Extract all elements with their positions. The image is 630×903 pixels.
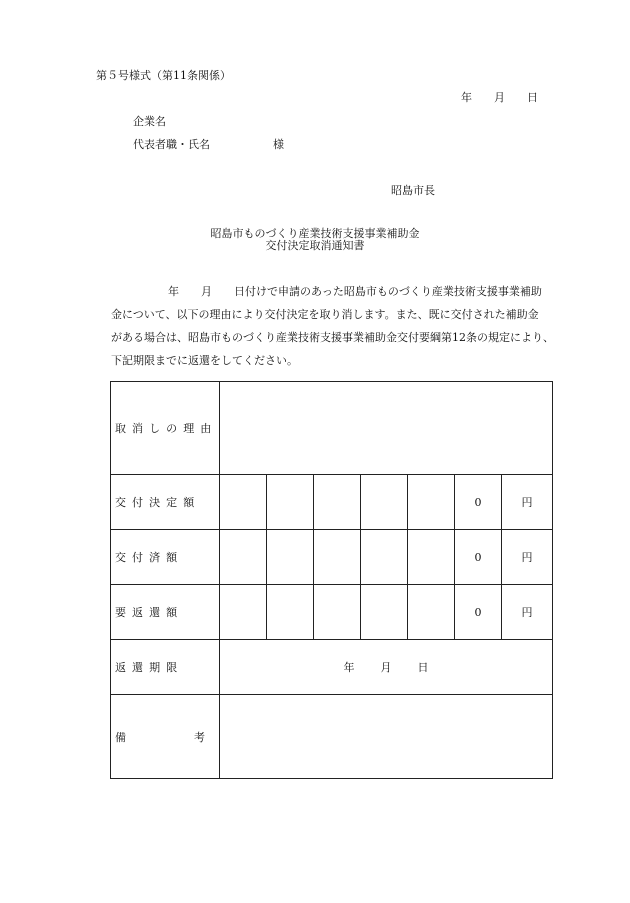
document-title: 昭島市ものづくり産業技術支援事業補助金 bbox=[210, 227, 420, 240]
amount-value: 0 bbox=[455, 585, 502, 640]
digit-cell[interactable] bbox=[408, 585, 455, 640]
due-date-label: 返還期限 bbox=[111, 640, 220, 695]
reason-field[interactable] bbox=[220, 382, 553, 475]
digit-cell[interactable] bbox=[314, 475, 361, 530]
digit-cell[interactable] bbox=[361, 530, 408, 585]
due-year: 年 bbox=[343, 661, 355, 674]
due-date-field[interactable] bbox=[220, 640, 553, 695]
honorific: 様 bbox=[273, 138, 284, 151]
date-day: 日 bbox=[527, 91, 538, 104]
digit-cell[interactable] bbox=[220, 530, 267, 585]
digit-cell[interactable] bbox=[408, 475, 455, 530]
digit-cell[interactable] bbox=[314, 585, 361, 640]
refund-amount-label: 要返還額 bbox=[111, 585, 220, 640]
digit-cell[interactable] bbox=[267, 585, 314, 640]
digit-cell[interactable] bbox=[267, 475, 314, 530]
amount-value: 0 bbox=[455, 475, 502, 530]
body-line-1: 年 月 日付けで申請のあった昭島市ものづくり産業技術支援事業補助 bbox=[168, 285, 542, 298]
reason-row bbox=[111, 382, 553, 475]
due-date-row bbox=[111, 640, 553, 695]
form-number: 第５号様式（第11条関係） bbox=[96, 69, 231, 82]
refund-amount-row bbox=[111, 585, 553, 640]
body-line-2: 金について、以下の理由により交付決定を取り消します。また、既に交付された補助金 bbox=[111, 308, 539, 321]
digit-cell[interactable] bbox=[408, 530, 455, 585]
date-month: 月 bbox=[494, 91, 505, 104]
remarks-row bbox=[111, 695, 553, 779]
body-line-3: がある場合は、昭島市ものづくり産業技術支援事業補助金交付要綱第12条の規定により、 bbox=[111, 331, 554, 344]
company-label: 企業名 bbox=[133, 115, 166, 128]
yen-unit: 円 bbox=[502, 475, 553, 530]
issue-date bbox=[461, 89, 538, 105]
body-paragraph bbox=[111, 280, 591, 372]
date-year: 年 bbox=[461, 91, 472, 104]
digit-cell[interactable] bbox=[220, 475, 267, 530]
document-subtitle: 交付決定取消通知書 bbox=[265, 239, 365, 252]
digit-cell[interactable] bbox=[314, 530, 361, 585]
digit-cell[interactable] bbox=[220, 585, 267, 640]
yen-unit: 円 bbox=[502, 530, 553, 585]
grant-decision-row bbox=[111, 475, 553, 530]
reason-label: 取消しの理由 bbox=[111, 382, 220, 475]
remarks-label: 備 考 bbox=[111, 695, 220, 779]
representative-label: 代表者職・氏名 bbox=[133, 138, 210, 151]
yen-unit: 円 bbox=[502, 585, 553, 640]
digit-cell[interactable] bbox=[361, 475, 408, 530]
sender-name: 昭島市長 bbox=[391, 184, 435, 197]
body-line-4: 下記期限までに返還をしてください。 bbox=[111, 354, 298, 367]
amount-value: 0 bbox=[455, 530, 502, 585]
form-table bbox=[110, 381, 553, 779]
paid-amount-label: 交付済額 bbox=[111, 530, 220, 585]
digit-cell[interactable] bbox=[361, 585, 408, 640]
digit-cell[interactable] bbox=[267, 530, 314, 585]
grant-decision-label: 交付決定額 bbox=[111, 475, 220, 530]
paid-amount-row bbox=[111, 530, 553, 585]
due-day: 日 bbox=[417, 661, 429, 674]
remarks-field[interactable] bbox=[220, 695, 553, 779]
due-month: 月 bbox=[380, 661, 392, 674]
